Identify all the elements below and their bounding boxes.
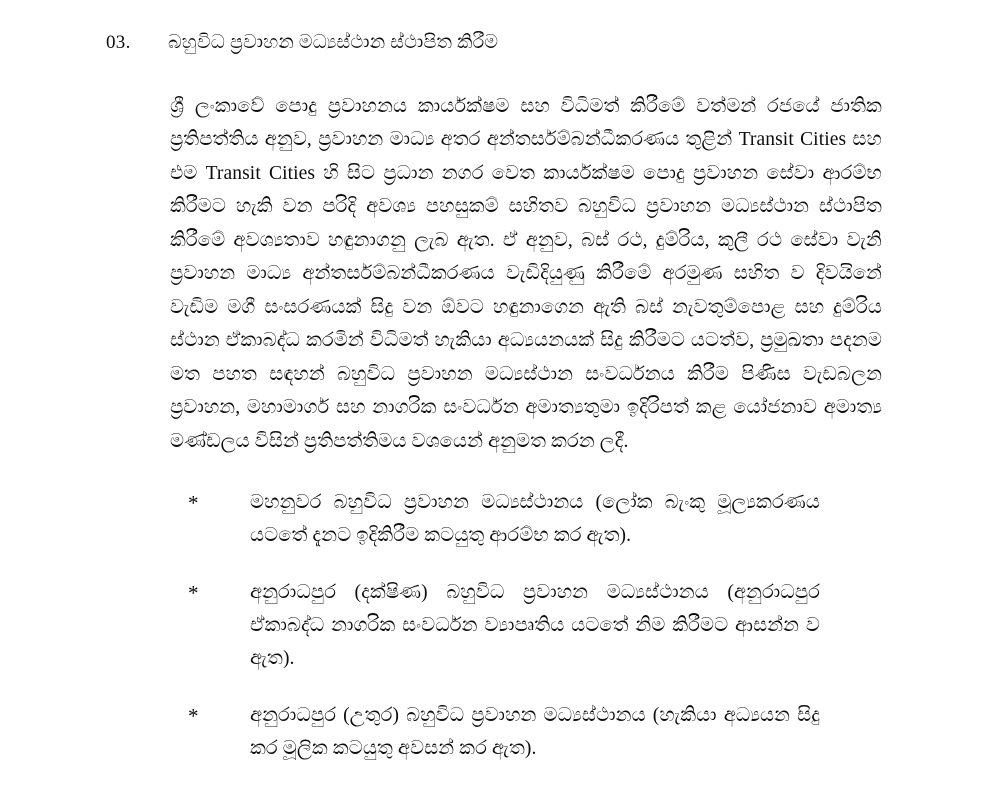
list-item	[188, 576, 820, 675]
body-paragraph: ශ්‍රී ලංකාවේ පොදු ප්‍රවාහනය කාර්යක්ෂම සහ විධිමත් කිරීමේ වත්මන් රජයේ ජාතික ප්‍රතිපත්තිය අනුව, ප්‍රවාහන මාධ්‍ය අතර අන්තර්සම්බන්ධීකරණය තුළින් Transit Cities සහ එම Transit Cities හි සිට ප්‍රධාන නගර වෙත කාර්යක්ෂම පොදු ප්‍රවාහන සේවා ආරම්භ කිරීමට හැකි වන පරිදි අවශ්‍ය පහසුකම් සහිතව බහුවිධ ප්‍රවාහන මධ්‍යස්ථාන ස්ථාපිත කිරීමේ අවශ්‍යතාව හඳුනාගනු ලැබ ඇත. ඒ අනුව, බස් රථ, දුම්රිය, කුලී රථ සේවා වැනි ප්‍රවාහන මාධ්‍ය අන්තර්සම්බන්ධීකරණය වැඩිදියුණු කිරීමේ අරමුණ සහිත ව දිවයිනේ වැඩිම මගී සංසරණයක් සිදු වන ඕවට හඳුනාගෙන ඇති බස් නැවතුම්පොළ සහ දුම්රිය ස්ථාන ඒකාබද්ධ කරමින් විධිමත් හැකියා අධ්‍යයනයක් සිදු කිරීමට යටත්ව, ප්‍රමුඛතා පදනම මත පහත සඳහන් බහුවිධ ප්‍රවාහන මධ්‍යස්ථාන සංවර්ධනය කිරීම පිණිස වැඩබලන ප්‍රවාහන, මහාමාර්ග සහ නාගරික සංවර්ධන අමාත්‍යතුමා ඉදිරිපත් කළ යෝජනාව අමාත්‍ය මණ්ඩලය විසින් ප්‍රතිපත්තිමය වශයෙන් අනුමත කරන ලදී.	[170, 95, 882, 452]
list-item	[188, 699, 820, 765]
list-item-text: මහනුවර බහුවිධ ප්‍රවාහන මධ්‍යස්ථානය (ලෝක බැංකු මූල්‍යකරණය යටතේ දැනට ඉදිකිරීම කටයුතු ආරම්භ කර ඇත).	[250, 492, 820, 547]
section-title: බහුවිධ ප්‍රවාහන මධ්‍යස්ථාන ස්ථාපිත කිරීම	[168, 32, 499, 53]
list-item-text: අනුරාධපුර (දක්ෂිණ) බහුවිධ ප්‍රවාහන මධ්‍යස්ථානය (අනුරාධපුර ඒකාබද්ධ නාගරික සංවර්ධන ව්‍යාපෘතිය යටතේ නිම කිරීමට ආසන්න ව ඇත).	[250, 582, 820, 670]
list-item-text: අනුරාධපුර (උතුර) බහුවිධ ප්‍රවාහන මධ්‍යස්ථානය (හැකියා අධ්‍යයන සිදු කර මූලික කටයුතු අවසන් කර ඇත).	[250, 705, 820, 760]
body-block	[170, 90, 882, 459]
bullet-marker-icon: *	[188, 581, 199, 606]
bullet-marker-icon: *	[188, 491, 199, 516]
bullet-list	[188, 486, 820, 765]
list-item	[188, 486, 820, 552]
section-number: 03.	[106, 32, 131, 53]
bullet-marker-icon: *	[188, 704, 199, 729]
section-heading	[106, 30, 940, 56]
